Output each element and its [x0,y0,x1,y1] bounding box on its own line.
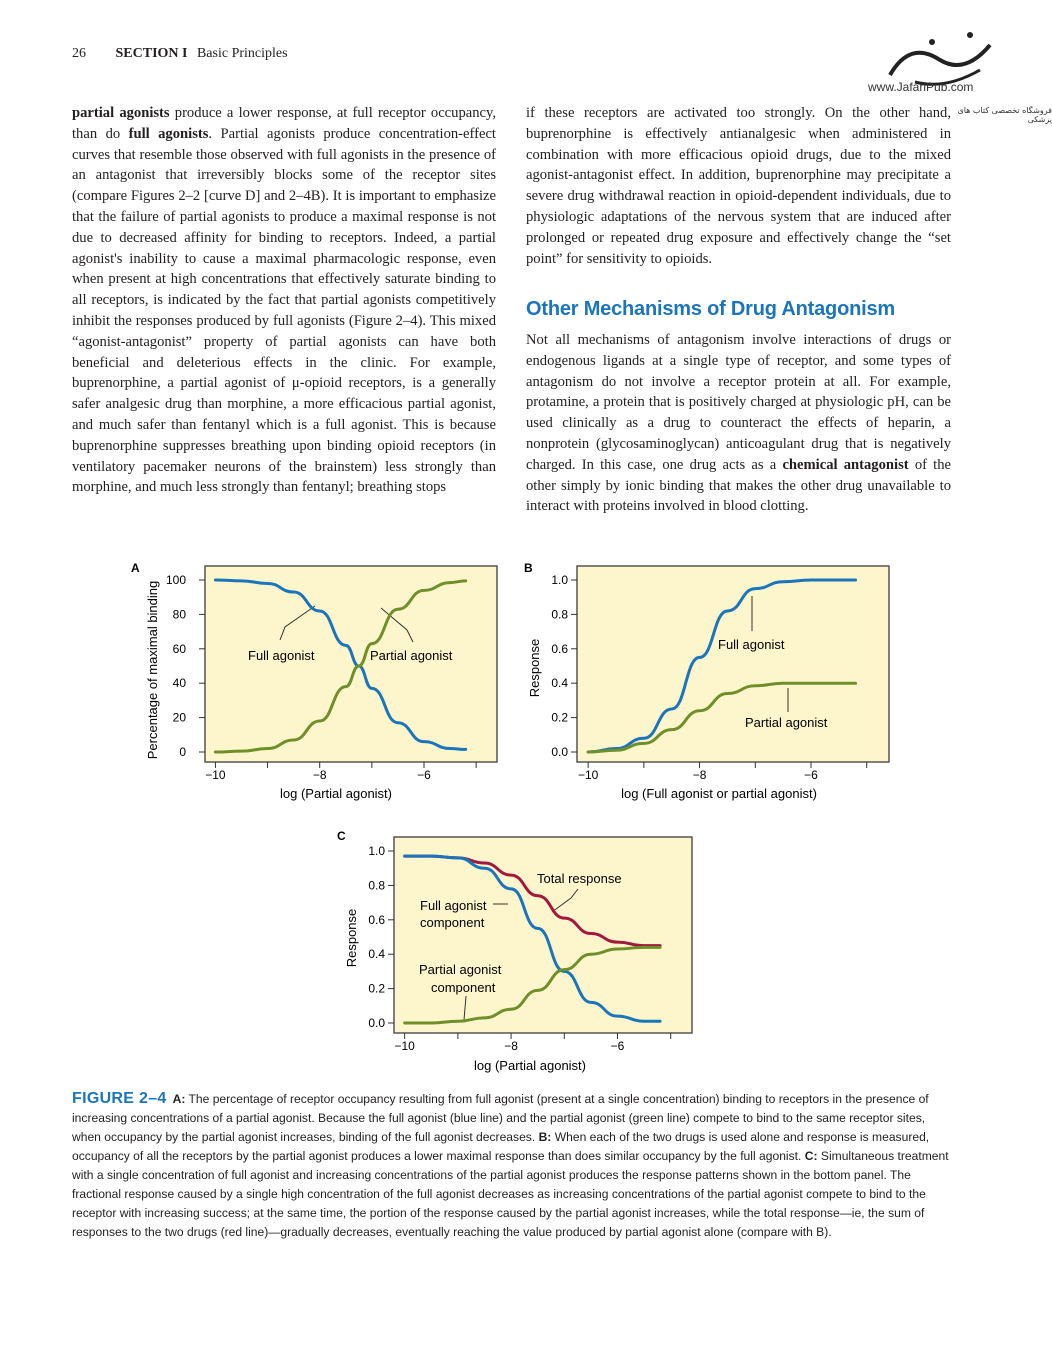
panel-c-partial-label-2: component [431,980,496,995]
y-tick-label: 80 [172,607,186,622]
panel-b-ylabel: Response [527,638,542,698]
y-tick-label: 1.0 [368,844,385,858]
panel-a-plot-area [205,566,497,762]
panel-c-full-label-2: component [420,915,485,930]
panel-a-full-label: Full agonist [248,648,315,663]
panel-b-plot-area [577,566,889,762]
y-tick-label: 0.0 [551,745,568,759]
section-label: SECTION I [115,46,188,61]
text-run: Not all mechanisms of antagonism involve interactions of drugs or endogenous ligands at a single type of receptor, and some types of antagonism do not involve a receptor protein at all. For example, protamine, a protein that is positively charged at physiologic pH, can be used clinically as a drug to counteract the effects of heparin, a nonprotein (glycosaminoglycan) anticoagulant drug that is negatively charged. In this case, one drug acts as a [526,332,951,473]
caption-c-text: Simultaneous treatment with a single concentration of full agonist and increasing concentrations of the partial agonist produces the response patterns shown in the bottom panel. The fractional response caused by a single high concentration of the full agonist decreases as increasing concentrations of the partial agonist compete to bind to the receptor with increasing success; at the same time, the portion of the response caused by the partial agonist increases, while the total response—ie, the sum of responses to the two drugs (red line)—gradually decreases, eventually reaching the value produced by partial agonist alone (compare with B). [72,1149,949,1239]
panel-c-chart [337,829,692,1073]
panel-a-letter: A [131,561,140,575]
panel-a-xlabel: log (Partial agonist) [280,786,392,801]
y-tick-label: 0.2 [368,981,385,996]
caption-c-label: C: [804,1149,818,1163]
panel-c-partial-label-1: Partial agonist [419,962,502,977]
y-tick-label: 0.8 [551,607,568,622]
y-tick-label: 0.0 [368,1016,385,1030]
y-tick-label: 60 [172,641,186,656]
text-run: . Partial agonists produce concentration-effect curves that resemble those observed with full agonists in the presence of an antagonist that irreversibly blocks some of the receptor sites (compare Figures 2–2 [curve D] and 2–4B). It is important to emphasize that the failure of partial agonists to produce a maximal response is not due to decreased affinity for binding to receptors. Indeed, a partial agonist's inability to cause a maximal pharmacologic response, even when present at high concentrations that effectively saturate binding to all receptors, is indicated by the fact that partial agonists competitively inhibit the responses produced by full agonists (Figure 2–4). This mixed “agonist-antagonist” property of partial agonists can have both beneficial and deleterious effects in the clinic. For example, buprenorphine, a partial agonist of μ-opioid receptors, is a generally safer analgesic drug than morphine, a more efficacious partial agonist, and much safer than fentanyl which is a full agonist. This is because buprenorphine suppresses breathing upon binding opioid receptors (in ventilatory pacemaker neurons of the brainstem) less strongly than morphine, and much less strongly than fentanyl; breathing stops [72,125,496,496]
y-tick-label: 0.4 [551,676,568,691]
caption-a-label: A: [172,1092,186,1106]
x-tick-label: −6 [610,1039,625,1053]
logo-url-text: www.JafariPub.com [868,80,974,94]
panel-b-xlabel: log (Full agonist or partial agonist) [621,786,817,801]
panel-c-letter: C [337,829,346,843]
y-tick-label: 0.6 [368,912,385,927]
figure-caption [72,1089,952,1242]
caption-b-text: When each of the two drugs is used alone and response is measured, occupancy of all the receptors by the partial agonist produces a lower maximal response than does similar occupancy by the full agonist. [72,1130,930,1163]
y-tick-label: 0.4 [368,947,385,962]
y-tick-label: 0.6 [551,641,568,656]
y-tick-label: 0.2 [551,710,568,725]
panel-b-letter: B [524,561,533,575]
bold-term: chemical antagonist [782,456,909,473]
panel-c-full-label-1: Full agonist [420,898,487,913]
panel-c-plot-area [394,837,692,1033]
panel-a-chart [131,561,497,801]
y-tick-label: 20 [172,710,186,725]
y-tick-label: 1.0 [551,573,568,587]
panel-a-ylabel: Percentage of maximal binding [145,580,160,760]
y-tick-label: 100 [165,573,186,587]
section-heading: Other Mechanisms of Drug Antagonism [526,298,895,320]
panel-a-partial-label: Partial agonist [370,648,453,663]
bold-term: full agonists [128,125,209,142]
panel-c-total-label: Total response [537,871,622,886]
x-tick-label: −8 [692,768,707,782]
text-run: produce a lower response, at full receptor occupancy, than do [72,105,496,142]
x-tick-label: −6 [417,768,431,782]
panel-c-ylabel: Response [344,908,359,968]
bold-term: partial agonists [72,105,170,121]
page-number: 26 [72,46,86,61]
x-tick-label: −10 [394,1039,415,1053]
text-run: of the other simply by ionic binding that makes the other drug unavailable to interact with proteins involved in blood clotting. [526,456,951,515]
y-tick-label: 0 [179,745,186,759]
caption-b-label: B: [538,1130,552,1144]
x-tick-label: −6 [804,768,818,782]
x-tick-label: −10 [577,768,599,782]
panel-b-full-label: Full agonist [718,637,785,652]
right-paragraph-top: if these receptors are activated too strongly. On the other hand, buprenorphine is effectively antianalgesic when administered in combination with more efficacious opioid drugs, due to the mixed agonist-antagonist effect. In addition, buprenorphine may precipitate a severe drug withdrawal reaction in opioid-dependent individuals, due to physiologic adaptations of the nervous system that are induced after prolonged or repeated drug exposure and effectively change the “set point” for sensitivity to opioids. [526,105,951,267]
y-tick-label: 40 [172,676,186,691]
caption-a-text: The percentage of receptor occupancy resulting from full agonist (present at a single concentration) binding to receptors in the presence of increasing concentrations of a partial agonist. Because the full agonist (blue line) and the partial agonist (green line) compete to bind to the same receptor sites, when occupancy by the partial agonist increases, binding of the full agonist decreases. [72,1092,929,1144]
x-tick-label: −8 [312,768,327,782]
caption-figure-label: FIGURE 2–4 [72,1090,167,1107]
panel-c-xlabel: log (Partial agonist) [474,1058,586,1073]
panel-b-chart [524,561,889,801]
x-tick-label: −8 [504,1039,518,1053]
panel-b-partial-label: Partial agonist [745,715,828,730]
section-title: Basic Principles [196,46,288,61]
y-tick-label: 0.8 [368,878,385,893]
logo-persian-text: فروشگاه تخصصی کتاب های پزشکی [957,106,1052,124]
x-tick-label: −10 [205,768,226,782]
